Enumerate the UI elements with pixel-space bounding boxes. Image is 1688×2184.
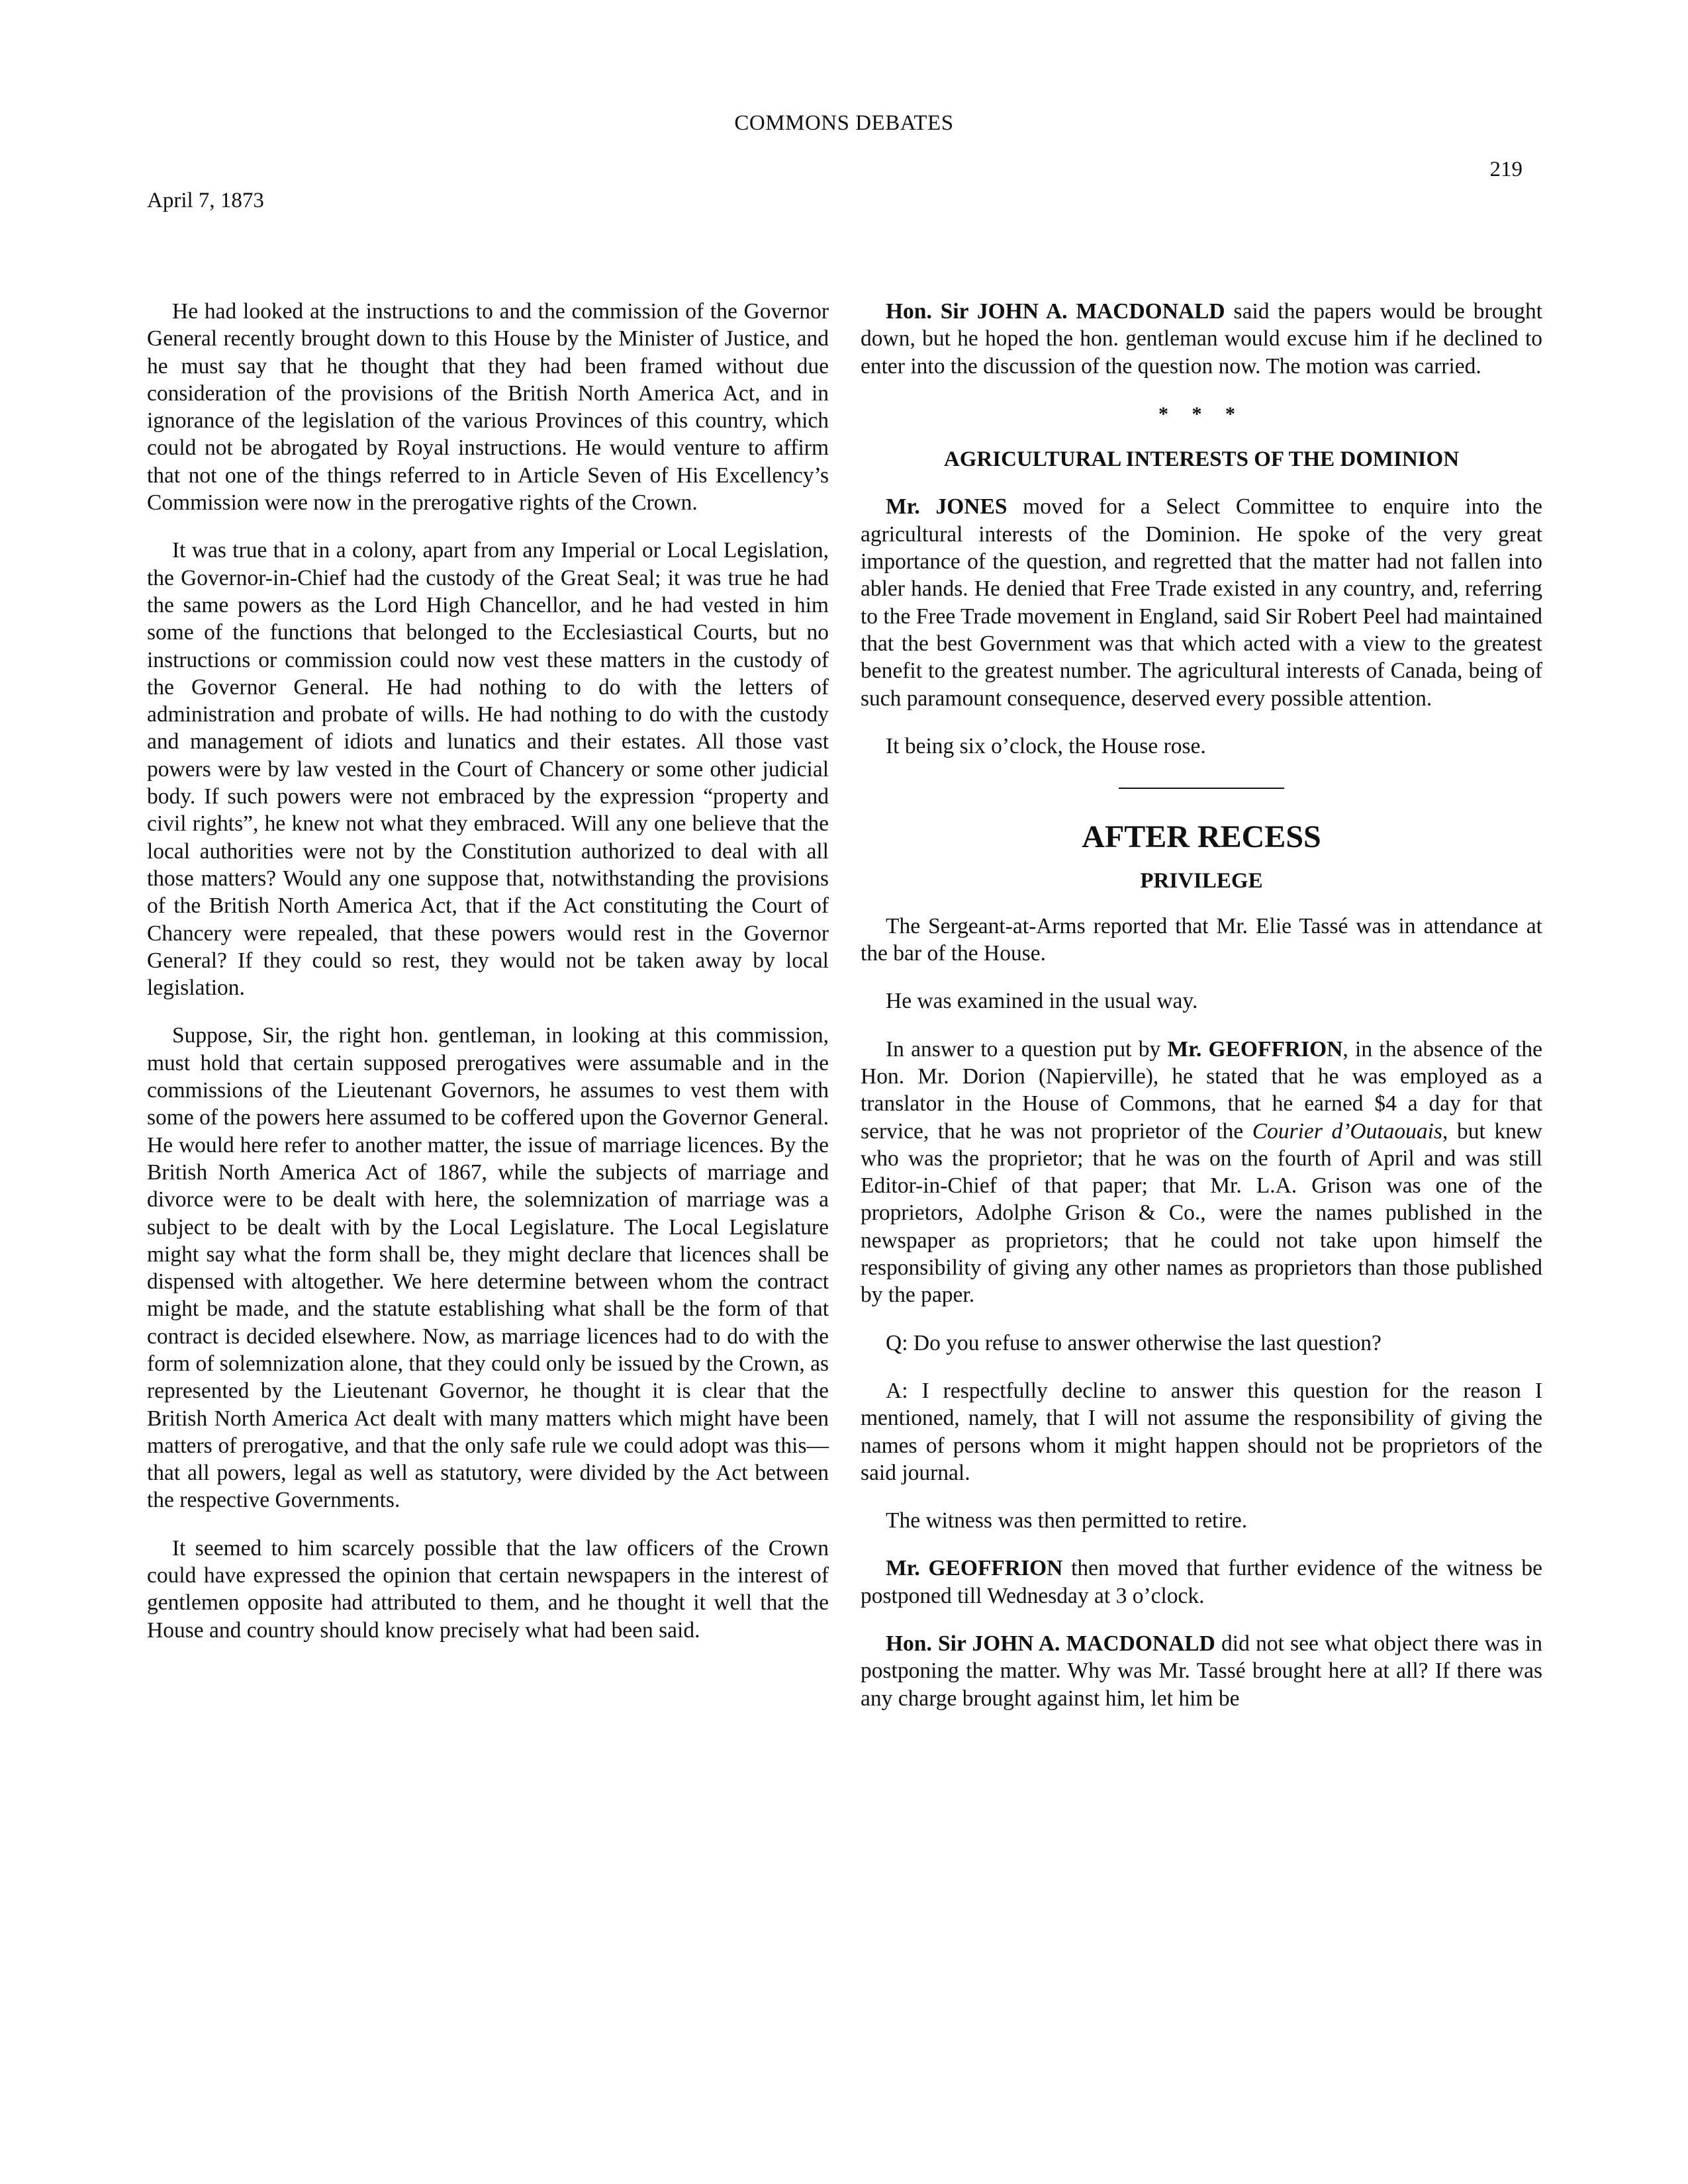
paragraph: He had looked at the instructions to and the commission of the Governor General recently brought down to this House by the Minister of Justice, and he must say that he thought that they had been framed without due consideration of the provisions of the British North America Act, and in ignorance of the legislation of the various Provinces of this country, which could not be abrogated by Royal instructions. He would venture to affirm that not one of the things referred to in Article Seven of His Excellency’s Commission were now in the prerogative rights of the Crown.: [147, 299, 829, 516]
left-column: [147, 298, 829, 1664]
speech-text: then moved that further evidence of the witness be postponed till Wednesday at 3 o’clock.: [861, 1556, 1543, 1608]
speech-text: , in the absence of the Hon. Mr. Dorion (Napierville), he stated that he was employed as a translator in the House of Commons, that he earned $4 a day for that service, that he was not proprietor of the: [861, 1036, 1542, 1144]
date-line: April 7, 1873: [147, 189, 264, 212]
speech-text: said the papers would be brought down, but he hoped the hon. gentleman would excuse him if he declined to enter into the discussion of the question now. The motion was carried.: [861, 299, 1543, 379]
speech-text: , but knew who was the proprietor; that he was on the fourth of April and was still Editor-in-Chief of that paper; that Mr. L.A. Grison was one of the proprietors, Adolphe Grison & Co., were the names published in the newspaper as proprietors; that he could not take upon himself the responsibility of giving any other names as proprietors than those published by the paper.: [861, 1118, 1542, 1308]
right-column: [861, 298, 1542, 1733]
paragraph: [861, 1036, 1542, 1309]
speech-text: did not see what object there was in postponing the matter. Why was Mr. Tassé brought here at all? If there was any charge brought against him, let him be: [861, 1631, 1543, 1711]
speaker-name: Mr. GEOFFRION: [886, 1556, 1063, 1581]
paragraph: [861, 298, 1542, 380]
paragraph: It was true that in a colony, apart from any Imperial or Local Legislation, the Governor-in-Chief had the custody of the Great Seal; it was true he had the same powers as the Lord High Chancellor, and he had vested in him some of the functions that belonged to the Ecclesiastical Courts, but no instructions or commission could now vest these matters in the custody of the Governor General. He had nothing to do with the letters of administration and probate of wills. He had nothing to do with the custody and management of idiots and lunatics and their estates. All those vast powers were by law vested in the Court of Chancery or some other judicial body. If such powers were not embraced by the expression “property and civil rights”, he knew not what they embraced. Will any one believe that the local authorities were not by the Constitution authorized to deal with all those matters? Would any one suppose that, notwithstanding the provisions of the British North America Act, that if the Act constituting the Court of Chancery were repealed, that these powers would rest in the Governor General? If they could so rest, they would not be taken away by local legislation.: [147, 538, 829, 1001]
major-heading: AFTER RECESS: [1082, 819, 1321, 855]
paragraph: The witness was then permitted to retire.: [886, 1508, 1248, 1533]
page-number: 219: [1489, 158, 1523, 181]
paragraph: Q: Do you refuse to answer otherwise the last question?: [886, 1330, 1382, 1355]
section-separator: * * *: [1158, 402, 1244, 425]
paragraph: The Sergeant-at-Arms reported that Mr. Elie Tassé was in attendance at the bar of the House.: [861, 913, 1542, 966]
newspaper-title: Courier d’Outaouais: [1252, 1118, 1442, 1144]
speech-text: moved for a Select Committee to enquire into the agricultural interests of the Dominion. He spoke of the very great importance of the question, and regretted that the matter had not fallen into abler hands. He denied that Free Trade existed in any country, and, referring to the Free Trade movement in England, said Sir Robert Peel had maintained that the best Government was that which acted with a view to the greatest benefit to the greatest number. The agricultural interests of Canada, being of such paramount consequence, deserved every possible attention.: [861, 494, 1542, 711]
paragraph: [861, 1630, 1542, 1712]
paragraph: A: I respectfully decline to answer this question for the reason I mentioned, namely, that I will not assume the responsibility of giving the names of persons whom it might happen should not be proprietors of the said journal.: [861, 1378, 1542, 1485]
speech-text: In answer to a question put by: [886, 1036, 1168, 1062]
speaker-name: Hon. Sir JOHN A. MACDONALD: [886, 299, 1225, 324]
speaker-name: Mr. GEOFFRION: [1167, 1036, 1343, 1062]
paragraph: It seemed to him scarcely possible that the law officers of the Crown could have expressed the opinion that certain newspapers in the interest of gentlemen opposite had attributed to them, and he thought it well that the House and country should know precisely what had been said.: [147, 1535, 829, 1643]
section-heading: AGRICULTURAL INTERESTS OF THE DOMINION: [943, 447, 1460, 472]
sub-heading: PRIVILEGE: [1140, 869, 1263, 893]
paragraph: [861, 1555, 1542, 1610]
divider: [1119, 788, 1284, 789]
running-header: COMMONS DEBATES: [734, 111, 954, 135]
speaker-name: Mr. JONES: [886, 494, 1008, 520]
paragraph: Suppose, Sir, the right hon. gentleman, in looking at this commission, must hold that certain supposed prerogatives were assumable and in the commissions of the Lieutenant Governors, he assumes to vest them with some of the powers here assumed to be coffered upon the Governor General. He would here refer to another matter, the issue of marriage licences. By the British North America Act of 1867, while the subjects of marriage and divorce were to be dealt with here, the solemnization of marriage was a subject to be dealt with by the Local Legislature. The Local Legislature might say what the form shall be, they might declare that licences shall be dispensed with altogether. We here determine between whom the contract might be made, and the statute establishing what shall be the form of that contract is decided elsewhere. Now, as marriage licences had to do with the form of solemnization alone, that they could only be issued by the Crown, as represented by the Lieutenant Governor, he thought it is clear that the British North America Act dealt with many matters which might have been matters of prerogative, and that the only safe rule we could adopt was this—that all powers, legal as well as statutory, were divided by the Act between the respective Governments.: [147, 1023, 829, 1513]
paragraph: He was examined in the usual way.: [886, 989, 1198, 1014]
paragraph: [861, 493, 1542, 711]
speaker-name: Hon. Sir JOHN A. MACDONALD: [886, 1631, 1215, 1656]
paragraph: It being six o’clock, the House rose.: [886, 733, 1206, 758]
